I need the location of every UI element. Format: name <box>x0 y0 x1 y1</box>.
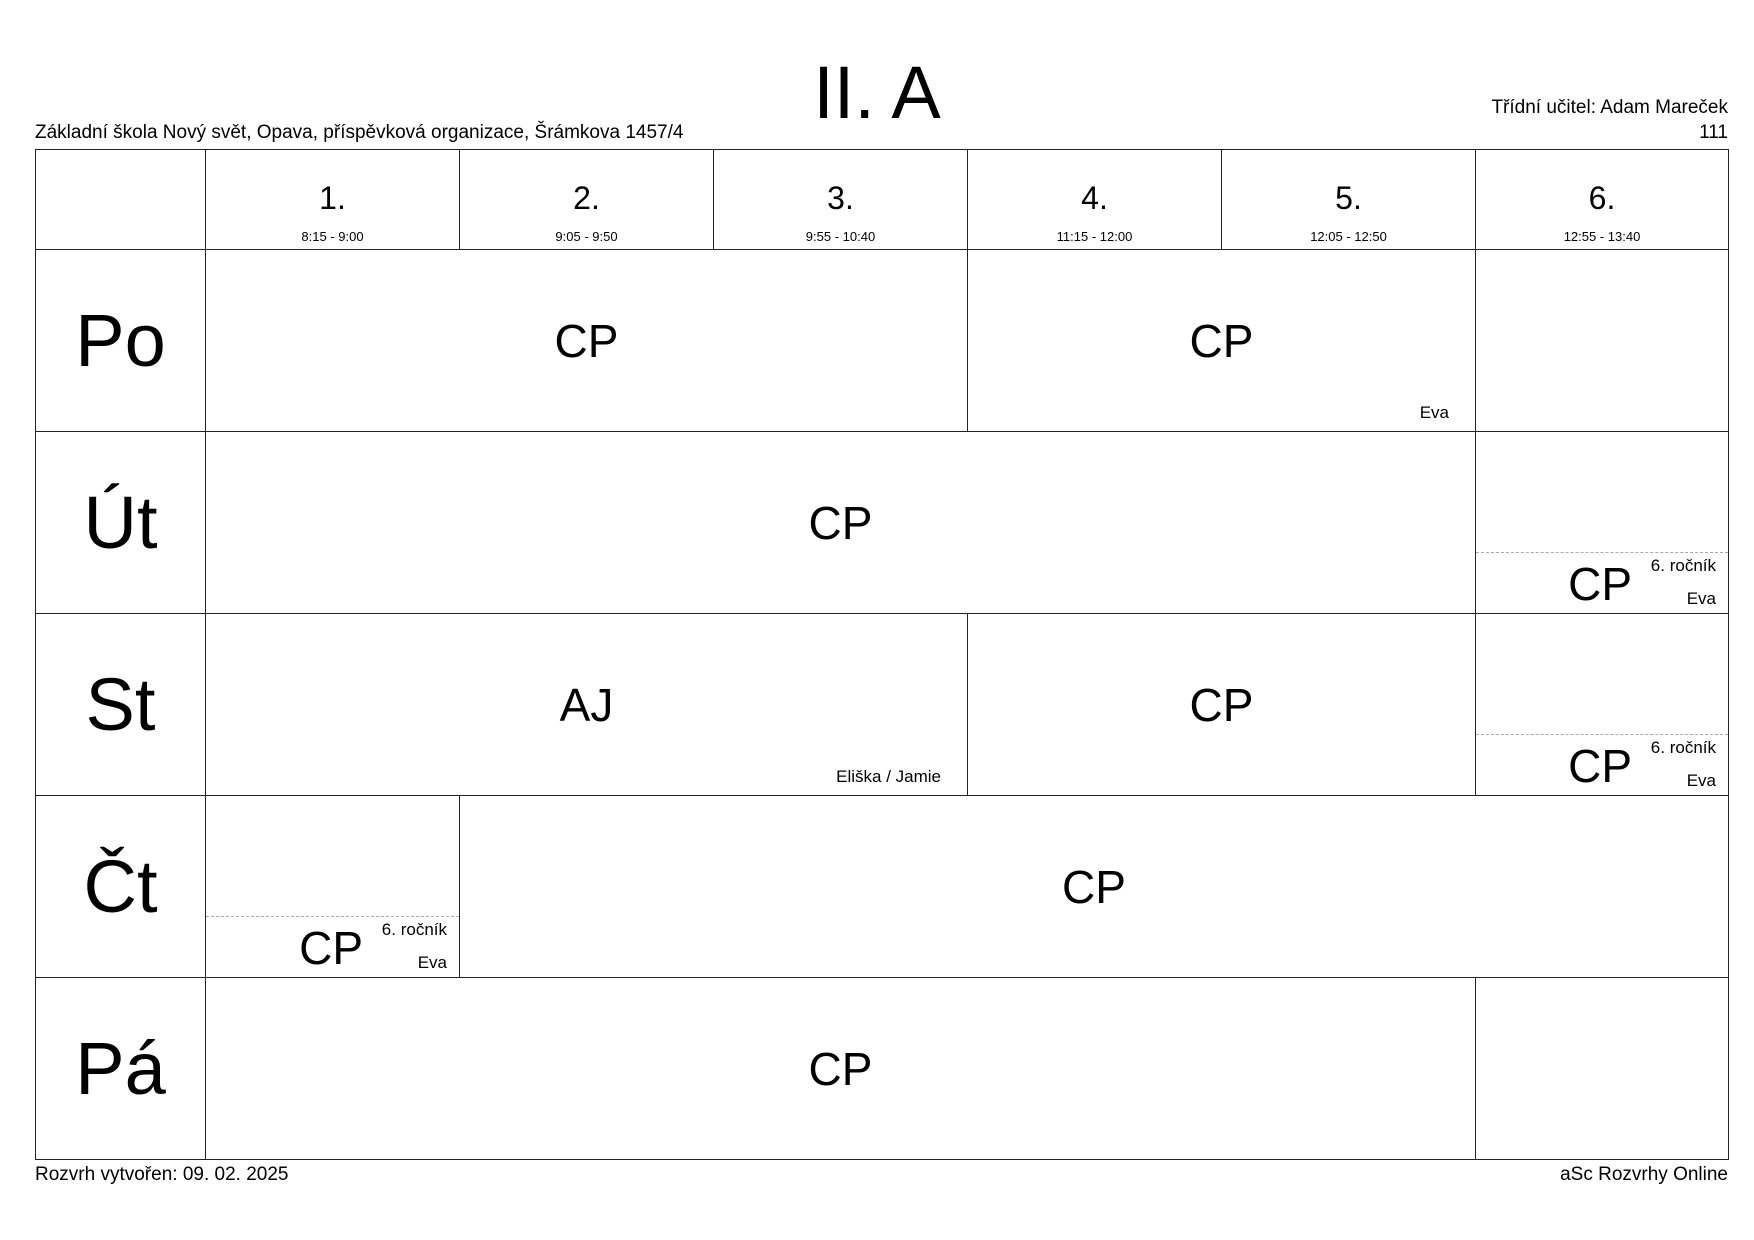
period-number: 6. <box>1588 180 1616 216</box>
period-header-2 <box>459 149 714 250</box>
day-label: Po <box>75 298 166 382</box>
lesson-subject: CP <box>1189 678 1254 731</box>
empty-cell <box>1475 249 1729 432</box>
day-cell-5 <box>35 977 206 1160</box>
day-cell-1 <box>35 249 206 432</box>
period-time: 9:05 - 9:50 <box>555 229 618 244</box>
lesson-cell[interactable] <box>967 613 1476 796</box>
lesson-teacher: Eliška / Jamie <box>836 767 941 786</box>
room-number: 111 <box>1699 122 1728 143</box>
corner-cell <box>35 149 206 250</box>
lesson-subject: AJ <box>559 678 614 731</box>
period-number: 3. <box>827 180 854 216</box>
day-cell-3 <box>35 613 206 796</box>
day-cell-2 <box>35 431 206 614</box>
lesson-teacher: Eva <box>1419 403 1449 422</box>
class-title: II. A <box>813 51 941 134</box>
lesson-cell[interactable] <box>1475 431 1729 614</box>
lesson-subject: CP <box>1062 860 1126 913</box>
lesson-cell[interactable] <box>459 795 1729 978</box>
period-header-4 <box>967 149 1222 250</box>
split-subject: CP <box>299 922 363 974</box>
empty-cell <box>1475 977 1729 1160</box>
day-cell-4 <box>35 795 206 978</box>
split-group: 6. ročník <box>381 920 447 939</box>
period-time: 12:55 - 13:40 <box>1563 229 1641 244</box>
period-time: 8:15 - 9:00 <box>301 229 364 244</box>
lesson-cell[interactable] <box>205 795 460 978</box>
split-lesson[interactable] <box>206 916 459 977</box>
lesson-subject: CP <box>808 1042 873 1095</box>
day-label: Čt <box>83 844 158 928</box>
split-lesson[interactable] <box>1476 552 1728 613</box>
software-credit: aSc Rozvrhy Online <box>1560 1164 1728 1185</box>
period-number: 4. <box>1081 180 1108 216</box>
lesson-subject: CP <box>808 496 873 549</box>
split-teacher: Eva <box>1686 589 1716 608</box>
period-number: 1. <box>319 180 346 216</box>
lesson-subject: CP <box>1189 314 1254 367</box>
lesson-cell[interactable] <box>205 613 968 796</box>
split-group: 6. ročník <box>1650 556 1716 575</box>
split-group: 6. ročník <box>1650 738 1716 757</box>
lesson-cell[interactable] <box>1475 613 1729 796</box>
period-number: 2. <box>573 180 600 216</box>
lesson-subject: CP <box>554 314 619 367</box>
split-teacher: Eva <box>1686 771 1716 790</box>
split-lesson[interactable] <box>1476 734 1728 795</box>
period-time: 9:55 - 10:40 <box>805 229 876 244</box>
class-teacher: Třídní učitel: Adam Mareček <box>1491 97 1728 118</box>
lesson-cell[interactable] <box>205 977 1476 1160</box>
period-time: 12:05 - 12:50 <box>1310 229 1387 244</box>
split-teacher: Eva <box>417 953 447 972</box>
split-subject: CP <box>1568 740 1632 792</box>
period-header-5 <box>1221 149 1476 250</box>
period-number: 5. <box>1335 180 1362 216</box>
created-date: Rozvrh vytvořen: 09. 02. 2025 <box>35 1164 289 1185</box>
lesson-cell[interactable] <box>205 431 1476 614</box>
period-header-1 <box>205 149 460 250</box>
period-header-3 <box>713 149 968 250</box>
lesson-cell[interactable] <box>967 249 1476 432</box>
day-label: Pá <box>75 1026 166 1110</box>
period-time: 11:15 - 12:00 <box>1056 229 1133 244</box>
day-label: Út <box>83 480 158 564</box>
day-label: St <box>85 662 156 746</box>
school-name: Základní škola Nový svět, Opava, příspěvková organizace, Šrámkova 1457/4 <box>35 122 684 143</box>
lesson-cell[interactable] <box>205 249 968 432</box>
split-subject: CP <box>1568 558 1632 610</box>
period-header-6 <box>1475 149 1729 250</box>
